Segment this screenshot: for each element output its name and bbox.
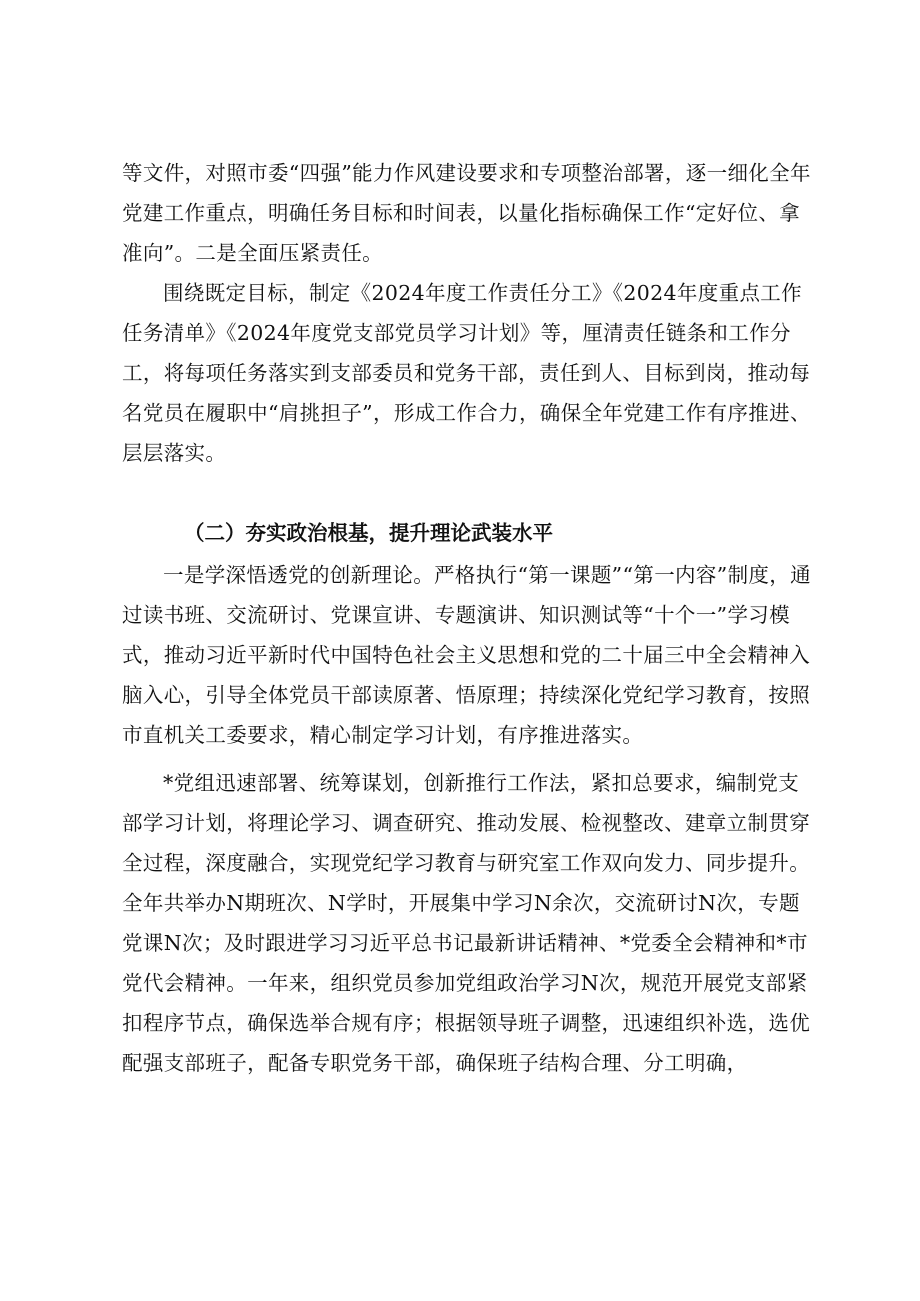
section-heading: （二）夯实政治根基，提升理论武装水平 [184, 521, 553, 545]
paragraph-party-group: *党组迅速部署、统筹谋划，创新推行工作法，紧扣总要求，编制党支部学习计划，将理论学习、调查研究、推动发展、检视整改、建章立制贯穿全过程，深度融合，实现党纪学习教育与研究室工作双向发力、同步提升。全年共举办N期班次、N学时，开展集中学习N余次，交流研讨N次，专题党课N次；及时跟进学习习近平总书记最新讲话精神、*党委全会精神和*市党代会精神。一年来，组织党员参加党组政治学习N次，规范开展党支部紧扣程序节点，确保选举合规有序；根据领导班子调整，迅速组织补选，选优配强支部班子，配备专职党务干部，确保班子结构合理、分工明确， [122, 771, 811, 1075]
paragraph-responsibility: 围绕既定目标，制定《2024年度工作责任分工》《2024年度重点工作任务清单》《2024年度党支部党员学习计划》等，厘清责任链条和工作分工，将每项任务落实到支部委员和党务干部，责任到人、目标到岗，推动每名党员在履职中“肩挑担子”，形成工作合力，确保全年党建工作有序推进、层层落实。 [122, 281, 811, 465]
paragraph-continuation: 等文件，对照市委“四强”能力作风建设要求和专项整治部署，逐一细化全年党建工作重点，明确任务目标和时间表，以量化指标确保工作“定好位、拿准向”。二是全面压紧责任。 [122, 161, 811, 265]
paragraph-theory-study: 一是学深悟透党的创新理论。严格执行“第一课题”“第一内容”制度，通过读书班、交流研讨、党课宣讲、专题演讲、知识测试等“十个一”学习模式，推动习近平新时代中国特色社会主义思想和党的二十届三中全会精神入脑入心，引导全体党员干部读原著、悟原理；持续深化党纪学习教育，按照市直机关工委要求，精心制定学习计划，有序推进落实。 [122, 563, 811, 747]
text-block-before-heading [122, 153, 812, 473]
text-block-after-heading [122, 555, 812, 1083]
